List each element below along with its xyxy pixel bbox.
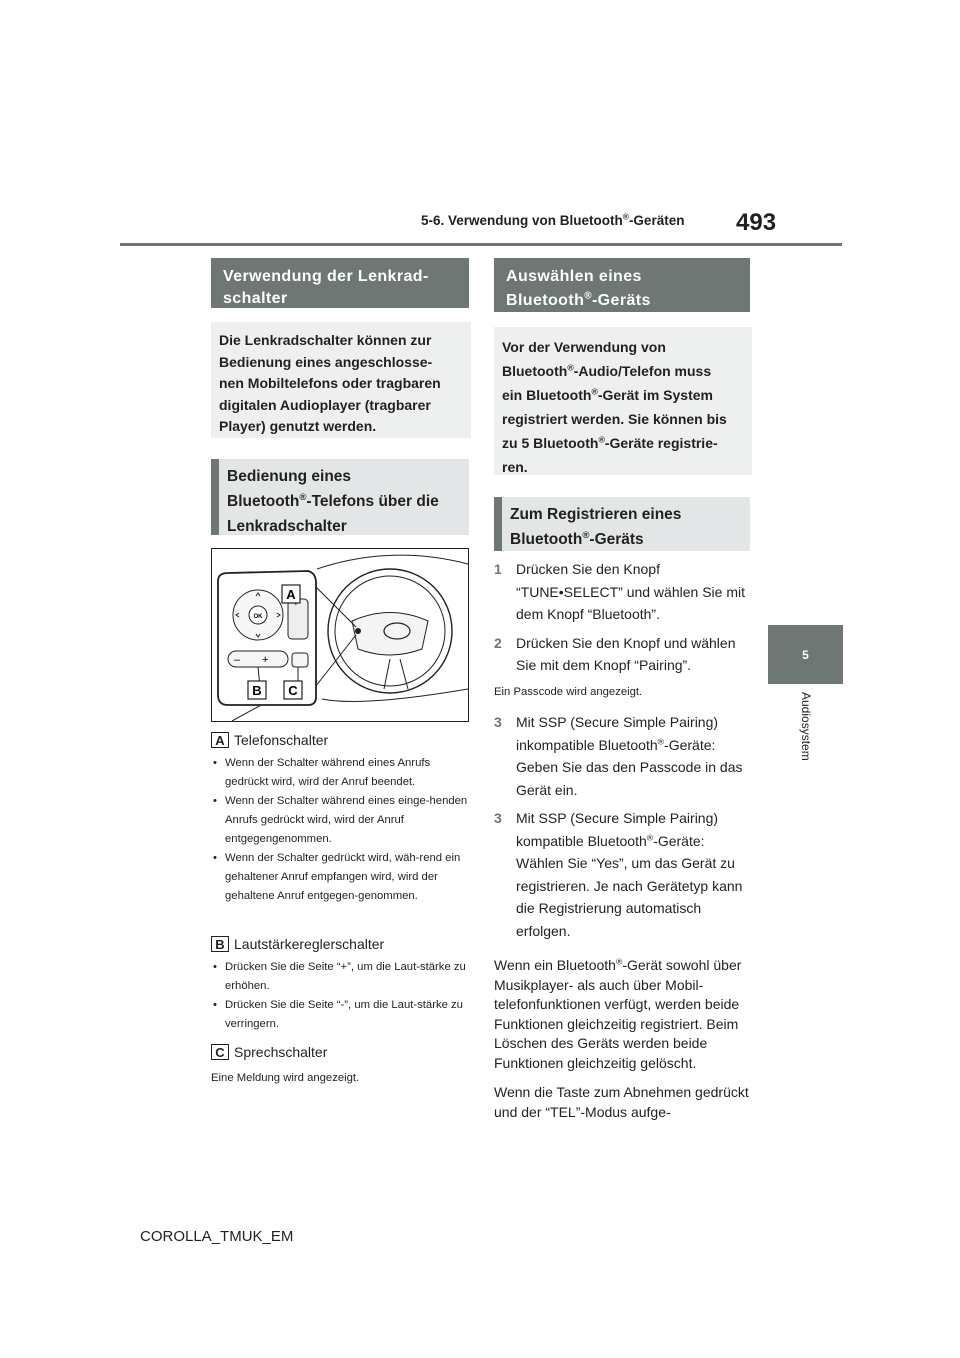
chapter-tab-label: Audiosystem xyxy=(799,692,813,761)
svg-text:–: – xyxy=(234,654,241,666)
step-2: 2 Drücken Sie den Knopf und wählen Sie mit dem Knopf “Pairing”. xyxy=(494,634,736,673)
item-a-heading xyxy=(211,732,469,748)
figure-label-a: A xyxy=(286,587,296,602)
registration-steps xyxy=(494,558,754,1122)
chapter-tab[interactable]: 5 xyxy=(768,625,843,684)
item-b-block xyxy=(211,936,469,1034)
item-c-title: Sprechschalter xyxy=(234,1044,328,1060)
item-c-heading xyxy=(211,1044,469,1060)
list-item: • Drücken Sie die Seite “+”, um die Laut-stärke zu erhöhen. xyxy=(211,958,469,996)
list-item: • Wenn der Schalter während eines Anrufs gedrückt wird, wird der Anruf beendet. xyxy=(211,754,469,792)
intro-box-select-device: Vor der Verwendung von Bluetooth®-Audio/Telefon muss ein Bluetooth®-Gerät im System registriert werden. Sie können bis zu 5 Bluetooth®-Geräte registrie- ren. xyxy=(494,327,752,475)
list-item: • Wenn der Schalter während eines einge-henden Anrufs gedrückt wird, wird der Anruf entgegengenommen. xyxy=(211,792,469,849)
section-title-steering-switches: Verwendung der Lenkrad- schalter xyxy=(211,258,469,308)
subsection-title-phone-operation: Bedienung eines Bluetooth®-Telefons über die Lenkradschalter xyxy=(211,459,469,535)
subsection-title-register-device: Zum Registrieren eines Bluetooth®-Geräts xyxy=(494,497,750,551)
badge-b: B xyxy=(211,936,229,952)
paragraph-tel-mode: Wenn die Taste zum Abnehmen gedrückt und der “TEL”-Modus aufge- xyxy=(494,1084,749,1120)
step-2-note: Ein Passcode wird angezeigt. xyxy=(494,685,643,698)
header-divider xyxy=(120,243,842,246)
item-b-bullets xyxy=(211,958,469,1034)
item-c-note: Eine Meldung wird angezeigt. xyxy=(211,1072,360,1084)
item-b-heading xyxy=(211,936,469,952)
steering-wheel-illustration xyxy=(211,548,469,722)
badge-a: A xyxy=(211,732,229,748)
figure-label-b: B xyxy=(252,683,262,698)
list-item: • Wenn der Schalter gedrückt wird, wäh-rend ein gehaltener Anruf empfangen wird, wird der gehaltene Anruf entgegen-genommen. xyxy=(211,849,469,906)
page-number: 493 xyxy=(736,209,777,236)
document-code: COROLLA_TMUK_EM xyxy=(140,1228,294,1245)
steering-wheel-drawing xyxy=(212,549,468,721)
item-a-block xyxy=(211,732,469,906)
paragraph-dual-function: Wenn ein Bluetooth®-Gerät sowohl über Musikplayer- als auch über Mobil-telefonfunktionen verfügt, werden beide Funktionen gleichzeitig registriert. Beim Löschen des Geräts werden beide Funktionen gleichzeitig gelöscht. xyxy=(494,956,742,1071)
list-item: • Drücken Sie die Seite “-”, um die Laut-stärke zu verringern. xyxy=(211,996,469,1034)
svg-text:+: + xyxy=(262,654,269,666)
item-a-title: Telefonschalter xyxy=(234,732,329,748)
figure-label-c: C xyxy=(288,683,298,698)
badge-c: C xyxy=(211,1044,229,1060)
intro-box-steering-switches: Die Lenkradschalter können zur Bedienung eines angeschlosse- nen Mobiltelefons oder tragbaren digitalen Audioplayer (tragbarer Player) genutzt werden. xyxy=(211,322,471,438)
step-3-compatible: 3 Mit SSP (Secure Simple Pairing) kompatible Bluetooth®-Geräte: Wählen Sie “Yes”, um das Gerät zu registrieren. Je nach Gerätetyp kann die Registrierung automatisch erfolgen. xyxy=(494,810,743,939)
chapter-heading: 5-6. Verwendung von Bluetooth®-Geräten xyxy=(421,211,685,228)
step-3: 3 Mit SSP (Secure Simple Pairing) inkompatible Bluetooth®-Geräte: Geben Sie das den Passcode in das Gerät ein. xyxy=(494,714,743,798)
item-b-title: Lautstärkereglerschalter xyxy=(234,936,385,952)
item-c-block xyxy=(211,1044,469,1084)
section-title-select-device: Auswählen eines Bluetooth®-Geräts xyxy=(494,258,750,312)
item-a-bullets xyxy=(211,754,469,906)
ok-button-label: OK xyxy=(253,614,263,620)
step-1: 1 Drücken Sie den Knopf “TUNE•SELECT” und wählen Sie mit dem Knopf “Bluetooth”. xyxy=(494,561,745,622)
